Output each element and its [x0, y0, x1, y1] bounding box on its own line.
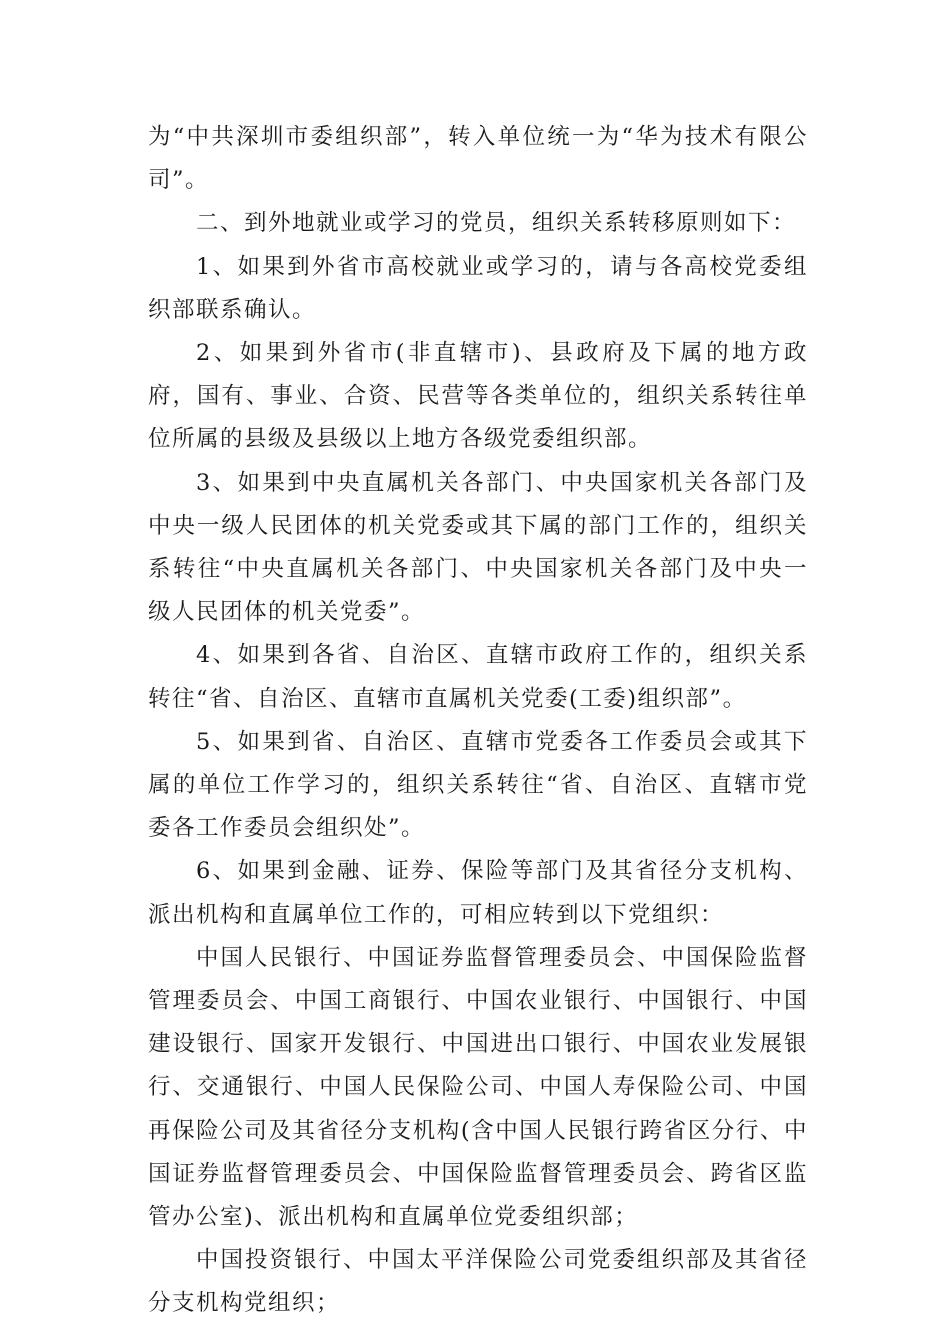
paragraph-investment-bank: 中国投资银行、中国太平洋保险公司党委组织部及其省径分支机构党组织； [148, 1247, 808, 1317]
paragraph-item-3: 3、如果到中央直属机关各部门、中央国家机关各部门及中央一级人民团体的机关党委或其下属的部门工作的，组织关系转往“中央直属机关各部门、中央国家机关各部门及中央一级人民团体的机关党委”。 [148, 469, 808, 626]
document-body [148, 116, 808, 1326]
paragraph-item-4: 4、如果到各省、自治区、直辖市政府工作的，组织关系转往“省、自治区、直辖市直属机关党委(工委)组织部”。 [148, 642, 808, 712]
paragraph-item-6: 6、如果到金融、证券、保险等部门及其省径分支机构、派出机构和直属单位工作的，可相应转到以下党组织： [148, 858, 808, 928]
paragraph-bank-list: 中国人民银行、中国证券监督管理委员会、中国保险监督管理委员会、中国工商银行、中国农业银行、中国银行、中国建设银行、国家开发银行、中国进出口银行、中国农业发展银行、交通银行、中国人民保险公司、中国人寿保险公司、中国再保险公司及其省径分支机构(含中国人民银行跨省区分行、中国证券监督管理委员会、中国保险监督管理委员会、跨省区监管办公室)、派出机构和直属单位党委组织部； [148, 944, 808, 1231]
paragraph-continuation: 为“中共深圳市委组织部”，转入单位统一为“华为技术有限公司”。 [148, 124, 808, 194]
paragraph-item-5: 5、如果到省、自治区、直辖市党委各工作委员会或其下属的单位工作学习的，组织关系转往“省、自治区、直辖市党委各工作委员会组织处”。 [148, 728, 808, 842]
paragraph-section-two-heading: 二、到外地就业或学习的党员，组织关系转移原则如下： [196, 210, 797, 237]
paragraph-item-2: 2、如果到外省市(非直辖市)、县政府及下属的地方政府，国有、事业、合资、民营等各类单位的，组织关系转往单位所属的县级及县级以上地方各级党委组织部。 [148, 340, 808, 453]
paragraph-item-1: 1、如果到外省市高校就业或学习的，请与各高校党委组织部联系确认。 [148, 253, 808, 323]
